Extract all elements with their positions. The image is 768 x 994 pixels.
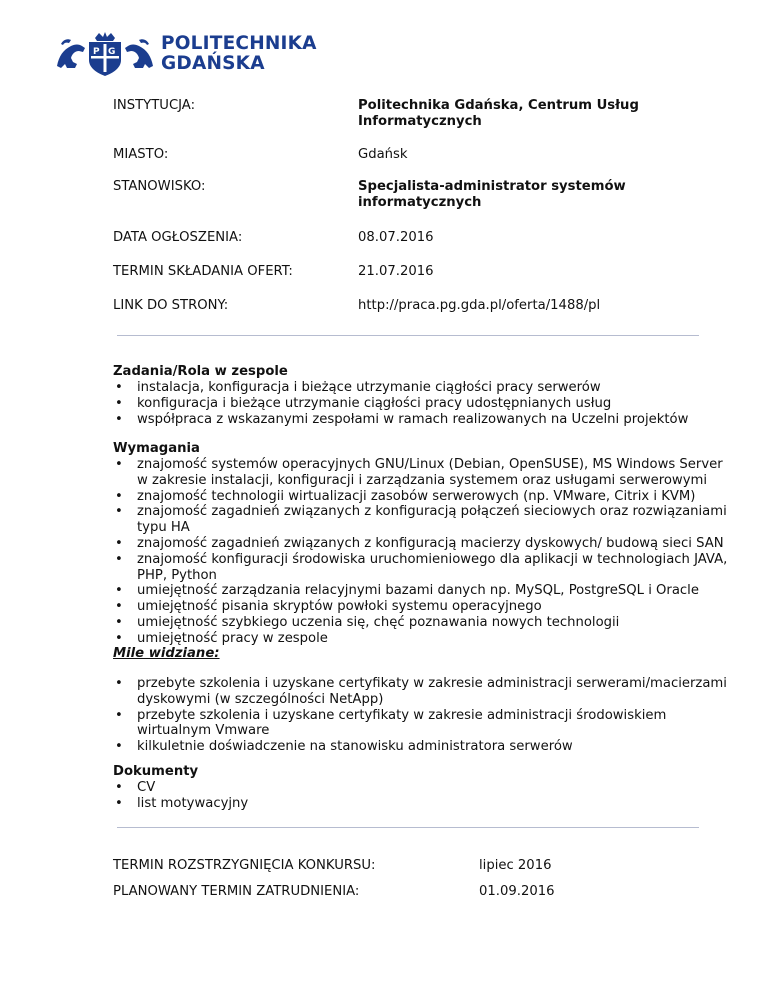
institution-value: Politechnika Gdańska, Centrum Usług Informatycznych [358,98,639,129]
list-item: • przebyte szkolenia i uzyskane certyfikaty w zakresie administracji środowiskiem wirtualnym Vmware [115,707,667,739]
tasks-section [113,364,733,427]
deadline-label: TERMIN SKŁADANIA OFERT: [113,264,293,279]
list-item: • umiejętność pisania skryptów powłoki systemu operacyjnego [115,599,542,615]
employment-label: PLANOWANY TERMIN ZATRUDNIENIA: [113,884,360,899]
tasks-title: Zadania/Rola w zespole [113,364,288,379]
list-item: • konfiguracja i bieżące utrzymanie ciągłości pracy udostępnianych usług [115,395,612,411]
list-item: • znajomość zagadnień związanych z konfiguracją połączeń sieciowych oraz rozwiązaniami typu HA [115,504,727,536]
position-value: Specjalista-administrator systemów informatycznych [358,179,626,210]
university-logo [53,32,317,76]
list-item: • list motywacyjny [115,795,249,811]
list-item: • CV [115,780,156,795]
list-item: • kilkuletnie doświadczenie na stanowisku administratora serwerów [115,739,573,755]
resolution-label: TERMIN ROZSTRZYGNIĘCIA KONKURSU: [113,858,376,873]
list-item: • umiejętność szybkiego uczenia się, chęć poznawania nowych technologii [115,614,620,630]
list-item: • instalacja, konfiguracja i bieżące utrzymanie ciągłości pracy serwerów [115,380,601,395]
deadline-value: 21.07.2016 [358,264,434,279]
institution-label: INSTYTUCJA: [113,98,196,113]
resolution-value: lipiec 2016 [479,858,552,873]
requirements-title: Wymagania [113,441,200,456]
documents-section [113,764,733,812]
list-item: • umiejętność zarządzania relacyjnymi bazami danych np. MySQL, PostgreSQL i Oracle [115,583,699,599]
documents-list [113,780,733,812]
logo-line-2: GDAŃSKA [161,53,265,74]
link-label: LINK DO STRONY: [113,298,229,313]
list-item: • współpraca z wskazanymi zespołami w ramach realizowanych na Uczelni projektów [115,411,689,427]
city-value: Gdańsk [358,147,408,162]
list-item: • umiejętność pracy w zespole [115,630,328,646]
logo-wordmark [161,34,317,74]
documents-title: Dokumenty [113,764,199,779]
list-item: • znajomość systemów operacyjnych GNU/Linux (Debian, OpenSUSE), MS Windows Server w zakresie instalacji, konfiguracji i zarządzania systemem oraz usługami serwerowymi [115,457,723,488]
svg-text:G: G [108,47,116,57]
nice-to-have-title: Mile widziane: [113,646,220,661]
nice-to-have-list [113,676,733,755]
position-label: STANOWISKO: [113,179,206,194]
svg-text:P: P [93,47,100,57]
requirements-list [113,457,733,647]
list-item: • znajomość konfiguracji środowiska uruchomieniowego dla aplikacji w technologiach JAVA, PHP, Python [115,551,728,583]
list-item: • znajomość technologii wirtualizacji zasobów serwerowych (np. VMware, Citrix i KVM) [115,488,696,504]
link-value[interactable]: http://praca.pg.gda.pl/oferta/1488/pl [358,298,601,313]
logo-line-1: POLITECHNIKA [161,33,317,54]
requirements-section [113,441,733,647]
crest-icon [53,32,157,76]
divider-top [117,335,699,336]
divider-bottom [117,827,699,828]
list-item: • przebyte szkolenia i uzyskane certyfikaty w zakresie administracji serwerami/macierzami dyskowymi (w szczególności NetApp) [115,676,727,707]
employment-value: 01.09.2016 [479,884,555,899]
date-label: DATA OGŁOSZENIA: [113,230,243,245]
date-value: 08.07.2016 [358,230,434,245]
city-label: MIASTO: [113,147,169,162]
list-item: • znajomość zagadnień związanych z konfiguracją macierzy dyskowych/ budową sieci SAN [115,535,724,551]
nice-to-have-section [113,646,733,755]
tasks-list [113,380,733,427]
